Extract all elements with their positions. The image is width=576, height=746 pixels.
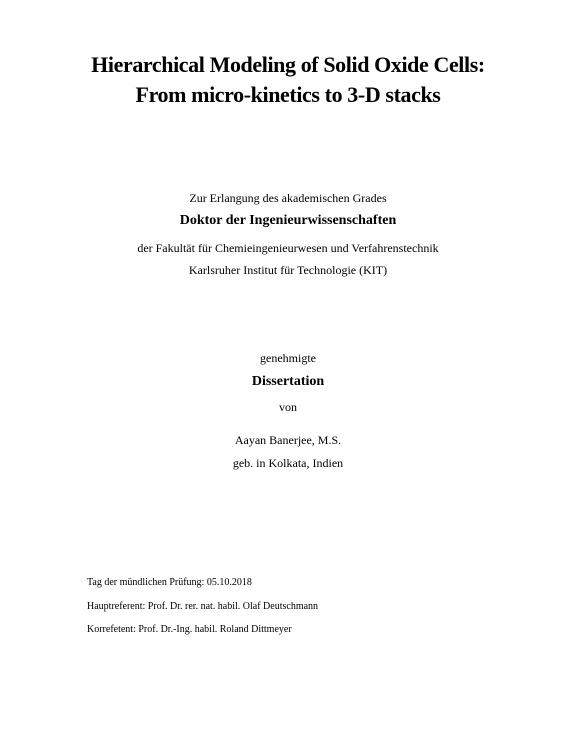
faculty: der Fakultät für Chemieingenieurwesen und Verfahrenstechnik [137,241,439,255]
degree-name: Doktor der Ingenieurwissenschaften [179,213,397,228]
co-referee: Korrefetent: Prof. Dr.-Ing. habil. Roland Dittmeyer [87,624,292,635]
main-referee: Hauptreferent: Prof. Dr. rer. nat. habil. Olaf Deutschmann [87,601,319,612]
exam-date: Tag der mündlichen Prüfung: 05.10.2018 [87,577,252,588]
title-line-1: Hierarchical Modeling of Solid Oxide Cells: [91,52,485,77]
approved-label: genehmigte [260,351,316,365]
institution: Karlsruher Institut für Technologie (KIT) [188,263,388,277]
title-line-2: From micro-kinetics to 3-D stacks [135,82,441,107]
degree-intro: Zur Erlangung des akademischen Grades [189,191,387,205]
birthplace: geb. in Kolkata, Indien [232,456,344,470]
dissertation-label: Dissertation [251,374,325,389]
by-label: von [279,400,297,414]
author-name: Aayan Banerjee, M.S. [234,433,342,447]
